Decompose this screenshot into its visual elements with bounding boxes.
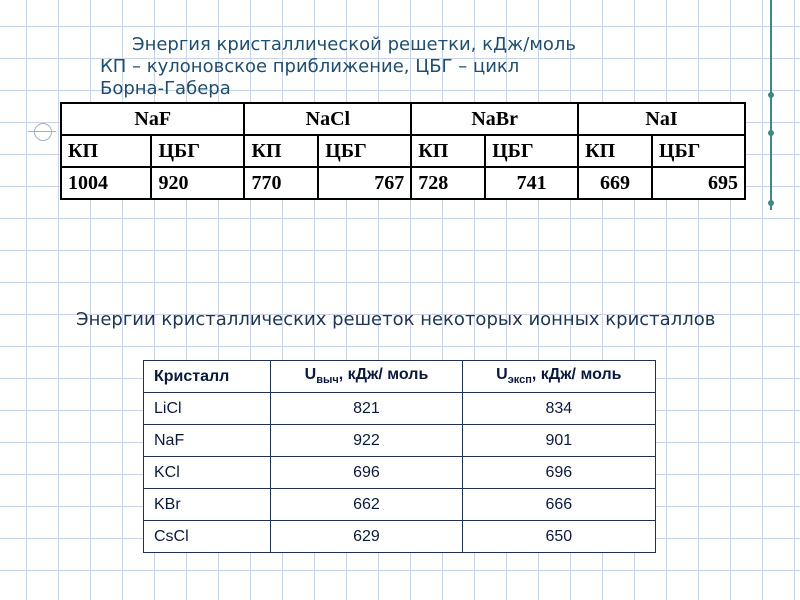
col-exp-header: $U_{эксп}$, кДж/ моль xyxy=(462,361,655,393)
heading-line-2: КП – кулоновское приближение, ЦБГ – цикл xyxy=(100,56,520,77)
crystal-cell: KCl xyxy=(144,457,271,489)
exp-cell: 650 xyxy=(462,521,655,553)
method-row xyxy=(61,135,745,167)
decor-dot xyxy=(768,130,774,136)
top-grid xyxy=(0,0,800,14)
decor-line xyxy=(28,131,56,132)
header-row xyxy=(144,361,656,393)
table-row xyxy=(144,489,656,521)
value-cell: 728 xyxy=(411,167,485,199)
calc-cell: 662 xyxy=(271,489,462,521)
value-row xyxy=(61,167,745,199)
table-row xyxy=(144,425,656,457)
method-cell: КП xyxy=(411,135,485,167)
col-calc-header: $U_{выч}$, кДж/ моль xyxy=(271,361,462,393)
heading-line-3: Борна-Габера xyxy=(100,78,231,99)
value-cell: 741 xyxy=(485,167,578,199)
decor-dot xyxy=(768,92,774,98)
value-cell: 1004 xyxy=(61,167,151,199)
calc-cell: 696 xyxy=(271,457,462,489)
calc-cell: 922 xyxy=(271,425,462,457)
method-cell: ЦБГ xyxy=(318,135,411,167)
heading-ionic-crystals: Энергии кристаллических решеток некоторых ионных кристаллов xyxy=(76,309,716,330)
method-cell: КП xyxy=(244,135,318,167)
compound-cell: NaCl xyxy=(244,103,411,135)
value-cell: 920 xyxy=(151,167,244,199)
value-cell: 669 xyxy=(578,167,652,199)
col-crystal-header: Кристалл xyxy=(144,361,271,393)
value-cell: 767 xyxy=(318,167,411,199)
compound-cell: NaF xyxy=(61,103,244,135)
crystal-cell: NaF xyxy=(144,425,271,457)
table-row xyxy=(144,521,656,553)
calc-cell: 821 xyxy=(271,393,462,425)
crystal-cell: CsCl xyxy=(144,521,271,553)
decor-dot xyxy=(768,200,774,206)
crystal-cell: LiCl xyxy=(144,393,271,425)
calc-cell: 629 xyxy=(271,521,462,553)
compound-cell: NaI xyxy=(578,103,745,135)
exp-cell: 901 xyxy=(462,425,655,457)
crystal-cell: KBr xyxy=(144,489,271,521)
exp-cell: 696 xyxy=(462,457,655,489)
compound-cell: NaBr xyxy=(411,103,578,135)
method-cell: ЦБГ xyxy=(485,135,578,167)
sodium-halides-table xyxy=(60,102,746,200)
decor-circle xyxy=(34,123,52,141)
compound-row xyxy=(61,103,745,135)
decor-vertical-line xyxy=(770,0,772,210)
method-cell: КП xyxy=(578,135,652,167)
ionic-crystals-table xyxy=(143,360,656,553)
method-cell: ЦБГ xyxy=(151,135,244,167)
exp-cell: 834 xyxy=(462,393,655,425)
table-row xyxy=(144,457,656,489)
value-cell: 770 xyxy=(244,167,318,199)
heading-line-1: Энергия кристаллической решетки, кДж/моль xyxy=(132,34,577,55)
table-row xyxy=(144,393,656,425)
heading-lattice-energy xyxy=(100,34,740,100)
method-cell: КП xyxy=(61,135,151,167)
value-cell: 695 xyxy=(652,167,745,199)
exp-cell: 666 xyxy=(462,489,655,521)
method-cell: ЦБГ xyxy=(652,135,745,167)
